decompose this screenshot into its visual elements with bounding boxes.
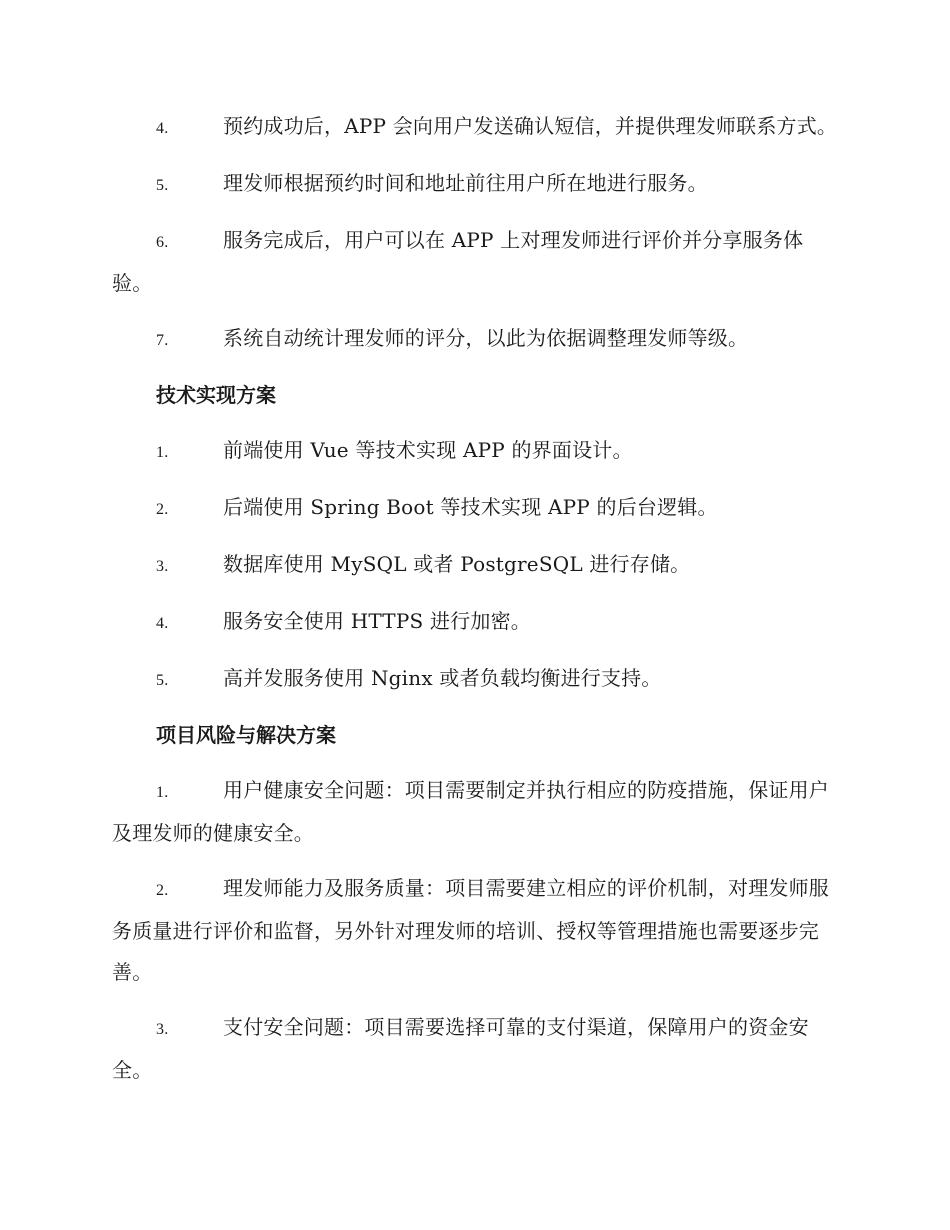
list-number: 1.: [156, 444, 169, 461]
list-number: 2.: [156, 882, 169, 899]
list-item: [112, 544, 838, 587]
list-number: 1.: [156, 784, 169, 801]
list-text: 理发师能力及服务质量：项目需要建立相应的评价机制，对理发师服务质量进行评价和监督，另外针对理发师的培训、授权等管理措施也需要逐步完善。: [112, 876, 829, 984]
list-text: 预约成功后，APP 会向用户发送确认短信，并提供理发师联系方式。: [223, 114, 838, 138]
list-number: 5.: [156, 177, 169, 194]
list-text: 数据库使用 MySQL 或者 PostgreSQL 进行存储。: [223, 552, 691, 576]
list-number: 7.: [156, 332, 169, 349]
list-item: [112, 163, 838, 206]
list-text: 后端使用 Spring Boot 等技术实现 APP 的后台逻辑。: [223, 495, 718, 519]
list-item: [112, 868, 838, 993]
list-number: 2.: [156, 501, 169, 518]
list-item: [112, 770, 838, 854]
list-text: 用户健康安全问题：项目需要制定并执行相应的防疫措施，保证用户及理发师的健康安全。: [112, 778, 829, 845]
list-text: 理发师根据预约时间和地址前往用户所在地进行服务。: [223, 171, 708, 195]
list-number: 5.: [156, 672, 169, 689]
list-text: 高并发服务使用 Nginx 或者负载均衡进行支持。: [223, 666, 662, 690]
list-item: [112, 106, 838, 149]
list-text: 系统自动统计理发师的评分，以此为依据调整理发师等级。: [223, 326, 749, 350]
list-number: 4.: [156, 120, 169, 137]
list-text: 支付安全问题：项目需要选择可靠的支付渠道，保障用户的资金安全。: [112, 1015, 809, 1082]
list-item: [112, 318, 838, 361]
list-number: 6.: [156, 234, 169, 251]
list-text: 前端使用 Vue 等技术实现 APP 的界面设计。: [223, 438, 633, 462]
list-item: [112, 1007, 838, 1091]
section-heading-tech: 技术实现方案: [156, 383, 276, 407]
document-body: [112, 106, 838, 1105]
section-heading-risks: 项目风险与解决方案: [156, 723, 336, 747]
list-number: 4.: [156, 615, 169, 632]
list-item: [112, 601, 838, 644]
list-item: [112, 658, 838, 701]
list-number: 3.: [156, 558, 169, 575]
list-text: 服务完成后，用户可以在 APP 上对理发师进行评价并分享服务体验。: [112, 228, 804, 295]
list-text: 服务安全使用 HTTPS 进行加密。: [223, 609, 531, 633]
list-item: [112, 220, 838, 304]
list-item: [112, 430, 838, 473]
list-item: [112, 487, 838, 530]
list-number: 3.: [156, 1021, 169, 1038]
